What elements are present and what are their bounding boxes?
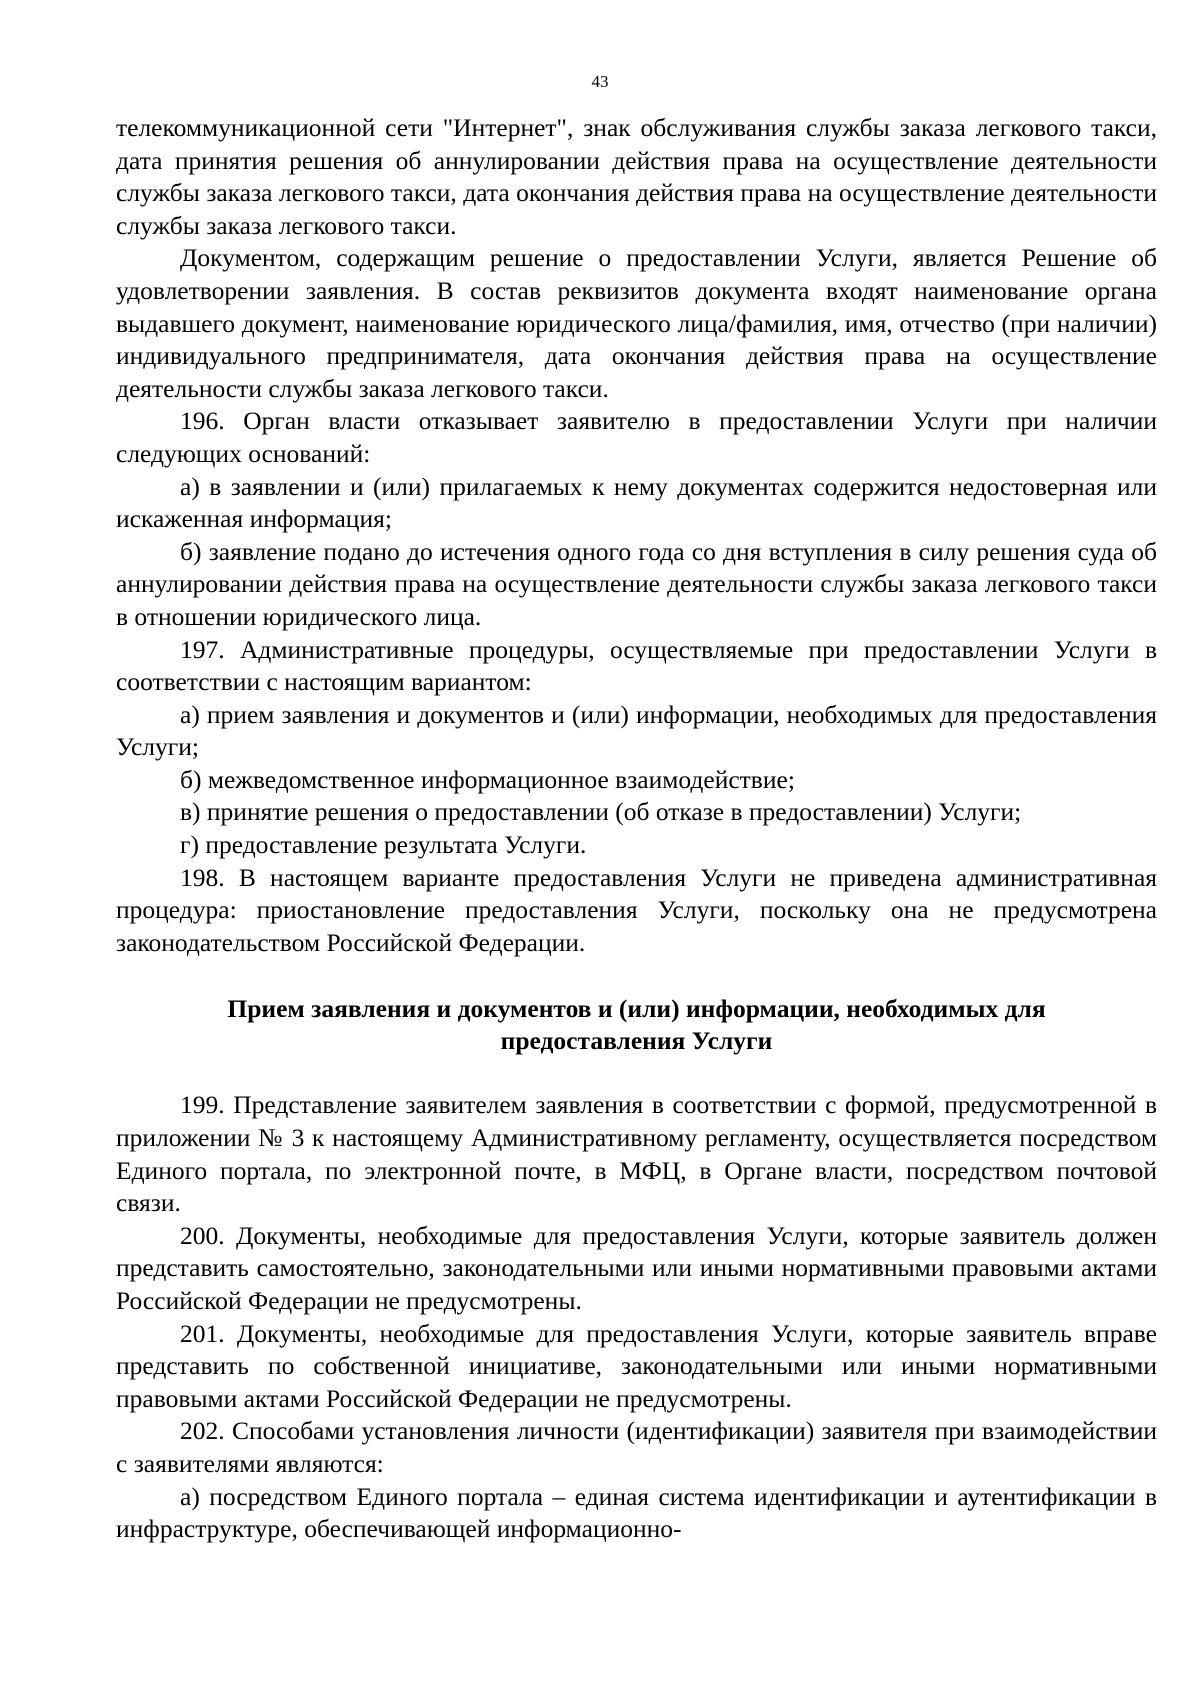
- paragraph-196-a: а) в заявлении и (или) прилагаемых к нему документах содержится недостоверная или искаженная информация;: [116, 471, 1157, 534]
- paragraph-200: 200. Документы, необходимые для предоставления Услуги, которые заявитель должен представить самостоятельно, законодательными или иными нормативными правовыми актами Российской Федерации не предусмотрены.: [116, 1220, 1157, 1315]
- page-number: 43: [591, 72, 609, 91]
- paragraph-197: 197. Административные процедуры, осуществляемые при предоставлении Услуги в соответствии с настоящим вариантом:: [116, 634, 1157, 697]
- paragraph-196: 196. Орган власти отказывает заявителю в предоставлении Услуги при наличии следующих оснований:: [116, 406, 1157, 468]
- document-body: [116, 112, 1157, 1546]
- paragraph-199: 199. Представление заявителем заявления в соответствии с формой, предусмотренной в приложении № 3 к настоящему Административному регламенту, осуществляется посредством Единого портала, по электронной почте, в МФЦ, в Органе власти, посредством почтовой связи.: [116, 1090, 1157, 1218]
- section-heading-line-2: предоставления Услуги: [500, 1026, 773, 1056]
- section-heading-line-1: Прием заявления и документов и (или) информации, необходимых для: [227, 994, 1046, 1024]
- paragraph-201: 201. Документы, необходимые для предоставления Услуги, которые заявитель вправе представить по собственной инициативе, законодательными или иными нормативными правовыми актами Российской Федерации не предусмотрены.: [116, 1318, 1157, 1413]
- paragraph-197-c: в) принятие решения о предоставлении (об отказе в предоставлении) Услуги;: [180, 797, 1022, 827]
- section-heading: [116, 993, 1157, 1057]
- paragraph-result-document: Документом, содержащим решение о предоставлении Услуги, является Решение об удовлетворении заявления. В состав реквизитов документа входят наименование органа выдавшего документ, наименование юридического лица/фамилия, имя, отчество (при наличии) индивидуального предпринимателя, дата окончания действия права на осуществление деятельности службы заказа легкового такси.: [116, 243, 1157, 403]
- paragraph-continuation: телекоммуникационной сети "Интернет", знак обслуживания службы заказа легкового такси, дата принятия решения об аннулировании действия права на осуществление деятельности службы заказа легкового такси, дата окончания действия права на осуществление деятельности службы заказа легкового такси.: [116, 113, 1157, 240]
- paragraph-197-b: б) межведомственное информационное взаимодействие;: [180, 764, 795, 794]
- paragraph-202-a: а) посредством Единого портала – единая система идентификации и аутентификации в инфраструктуре, обеспечивающей информационно-: [116, 1481, 1157, 1544]
- paragraph-197-d: г) предоставление результата Услуги.: [180, 830, 587, 860]
- paragraph-197-a: а) прием заявления и документов и (или) информации, необходимых для предоставления Услуги;: [116, 699, 1157, 762]
- paragraph-196-b: б) заявление подано до истечения одного года со дня вступления в силу решения суда об аннулировании действия права на осуществление деятельности службы заказа легкового такси в отношении юридического лица.: [116, 536, 1157, 631]
- paragraph-202: 202. Способами установления личности (идентификации) заявителя при взаимодействии с заявителями являются:: [116, 1416, 1157, 1478]
- paragraph-198: 198. В настоящем варианте предоставления Услуги не приведена административная процедура: приостановление предоставления Услуги, поскольку она не предусмотрена законодательством Российской Федерации.: [116, 862, 1157, 957]
